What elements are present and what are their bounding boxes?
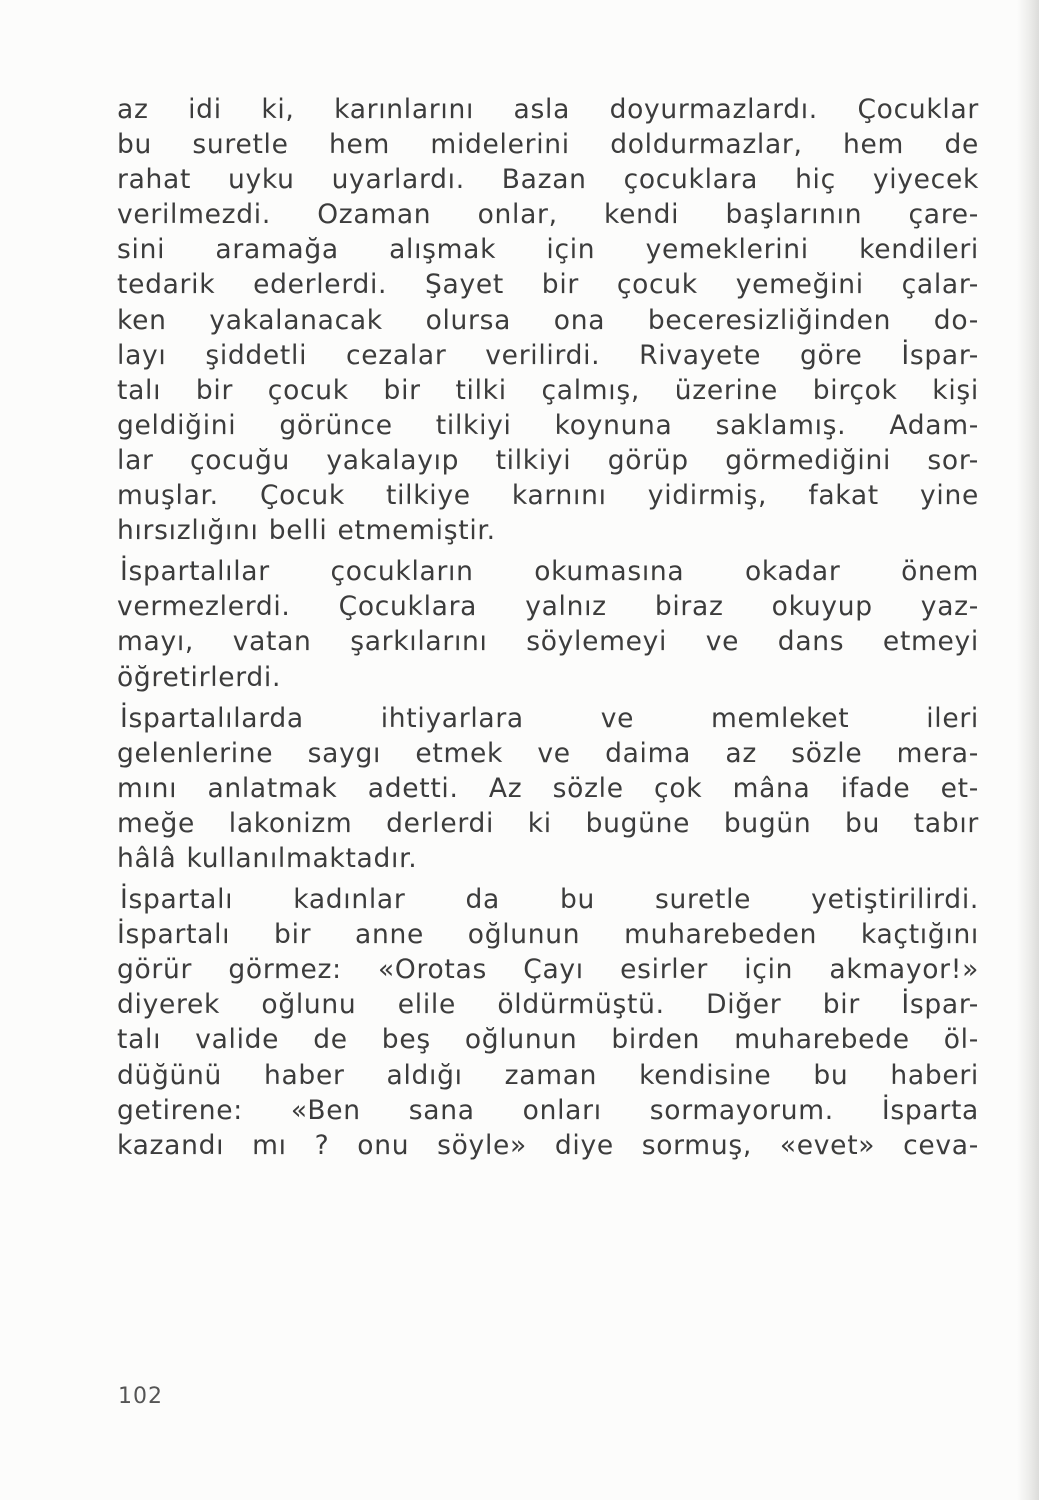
text-line: kazandı mı ? onu söyle» diye sormuş, «evet» ceva- xyxy=(117,1129,979,1161)
text-line: görür görmez: «Orotas Çayı esirler için akmayor!» xyxy=(117,954,979,986)
text-line: İspartalılar çocukların okumasına okadar önem xyxy=(120,556,979,588)
text-line: hâlâ kullanılmaktadır. xyxy=(117,842,418,874)
text-line: layı şiddetli cezalar verilirdi. Rivayete göre İspar- xyxy=(117,339,979,371)
paragraph-2 xyxy=(117,554,979,694)
text-line: meğe lakonizm derlerdi ki bugüne bugün bu tabır xyxy=(117,807,979,839)
text-line: talı valide de beş oğlunun birden muharebede öl- xyxy=(117,1024,979,1056)
text-line: az idi ki, karınlarını asla doyurmazlardı. Çocuklar xyxy=(117,94,979,125)
text-line: mını anlatmak adetti. Az sözle çok mâna ifade et- xyxy=(117,772,979,804)
text-line: İspartalı bir anne oğlunun muharebeden kaçtığını xyxy=(117,919,979,951)
page-edge-shadow xyxy=(1017,0,1039,1500)
text-line: hırsızlığını belli etmemiştir. xyxy=(117,515,496,547)
text-line: tedarik ederlerdi. Şayet bir çocuk yemeğini çalar- xyxy=(117,269,979,301)
text-line: bu suretle hem midelerini doldurmazlar, hem de xyxy=(117,129,979,161)
text-line: gelenlerine saygı etmek ve daima az sözle mera- xyxy=(117,737,979,769)
text-line: talı bir çocuk bir tilki çalmış, üzerine birçok kişi xyxy=(117,374,979,406)
text-line: düğünü haber aldığı zaman kendisine bu haberi xyxy=(117,1059,979,1091)
text-line: muşlar. Çocuk tilkiye karnını yidirmiş, fakat yine xyxy=(117,480,979,512)
paragraph-1 xyxy=(117,92,979,548)
text-line: rahat uyku uyarlardı. Bazan çocuklara hiç yiyecek xyxy=(117,164,979,196)
text-line: öğretirlerdi. xyxy=(117,661,282,693)
text-line: sini aramağa alışmak için yemeklerini kendileri xyxy=(117,234,979,266)
text-line: İspartalılarda ihtiyarlara ve memleket ileri xyxy=(120,702,979,734)
text-line: lar çocuğu yakalayıp tilkiyi görüp görmediğini sor- xyxy=(117,444,979,476)
text-line: mayı, vatan şarkılarını söylemeyi ve dans etmeyi xyxy=(117,626,979,658)
paragraph-4 xyxy=(117,882,979,1163)
text-line: İspartalı kadınlar da bu suretle yetiştirilirdi. xyxy=(120,884,979,916)
paragraph-3 xyxy=(117,701,979,876)
body-text xyxy=(117,92,979,1163)
text-line: verilmezdi. Ozaman onlar, kendi başlarının çare- xyxy=(117,199,979,231)
page-number: 102 xyxy=(118,1384,163,1409)
text-line: geldiğini görünce tilkiyi koynuna saklamış. Adam- xyxy=(117,409,979,441)
text-line: vermezlerdi. Çocuklara yalnız biraz okuyup yaz- xyxy=(117,591,979,623)
text-line: getirene: «Ben sana onları sormayorum. İsparta xyxy=(117,1094,979,1126)
text-line: ken yakalanacak olursa ona beceresizliğinden do- xyxy=(117,304,979,336)
text-line: diyerek oğlunu elile öldürmüştü. Diğer bir İspar- xyxy=(117,989,979,1021)
